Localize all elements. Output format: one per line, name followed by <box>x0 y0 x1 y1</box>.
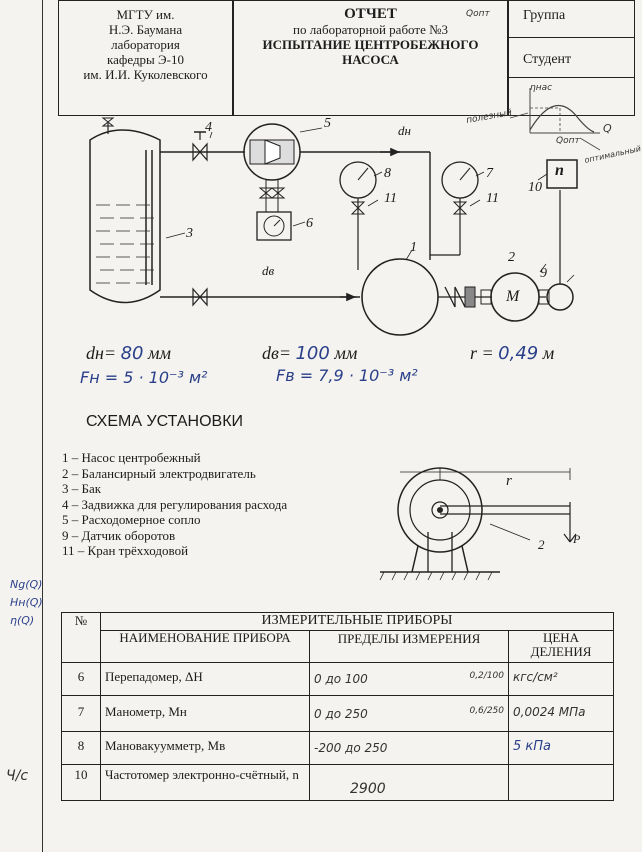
legend-item-1: 1 – Насос центробежный <box>62 450 201 465</box>
r-value: 0,49 <box>498 343 539 364</box>
legend-item-2: 2 – Балансирный электродвигатель <box>62 465 256 481</box>
dv-label: dв= <box>262 343 291 363</box>
label-1: 1 <box>410 240 417 255</box>
sketch-q-label: Q <box>603 122 612 135</box>
student-field <box>509 38 634 78</box>
row-price: кгс/см² <box>513 670 558 684</box>
col-no-header: № <box>62 613 101 663</box>
header-institution <box>58 0 233 116</box>
balance-label-2: 2 <box>538 537 545 552</box>
row-frac: 0,6/250 <box>469 706 504 716</box>
fv-area: Fв = 7,9 · 10⁻³ м² <box>276 366 418 385</box>
fn-area: Fн = 5 · 10⁻³ м² <box>80 368 208 387</box>
balance-motor-sketch <box>380 462 610 587</box>
scheme-title: СХЕМА УСТАНОВКИ <box>86 413 244 430</box>
dn-unit: мм <box>147 343 171 363</box>
r-unit: м <box>542 343 555 363</box>
label-5: 5 <box>324 116 331 131</box>
row-limits: 0 до 100 <box>314 672 368 686</box>
row-no: 8 <box>62 732 101 765</box>
row-no: 7 <box>62 696 101 732</box>
label-8: 8 <box>384 166 391 181</box>
row-name: Частотомер электронно-счётный, n <box>101 765 310 801</box>
row-limits: -200 до 250 <box>314 741 388 755</box>
r-label: r = <box>470 343 494 363</box>
row-no: 10 <box>62 765 101 801</box>
group-label: Группа <box>523 8 566 23</box>
dn-label: dн= <box>86 343 117 363</box>
dv-unit: мм <box>334 343 358 363</box>
label-4: 4 <box>205 120 212 135</box>
label-11a: 11 <box>384 191 397 206</box>
row-frac: 0,2/100 <box>469 671 504 681</box>
table-row <box>62 765 614 801</box>
institution-line-4: кафедры Э-10 <box>107 52 184 67</box>
row-limits-cell <box>310 696 509 732</box>
sketch-poleznyi: полезный <box>465 108 513 126</box>
row-name: Перепадомер, ΔН <box>101 663 310 696</box>
margin-line <box>42 0 43 852</box>
centrifugal-pump-1 <box>362 259 438 335</box>
institution-line-5: им. И.И. Куколевского <box>83 67 208 82</box>
col-price-header: ЦЕНА ДЕЛЕНИЯ <box>509 631 614 663</box>
student-label: Студент <box>523 52 572 67</box>
margin-note-2: Hн(Q) <box>10 596 43 609</box>
row-price: 0,0024 МПа <box>513 705 586 719</box>
row-name: Манометр, Мн <box>101 696 310 732</box>
row-price-cell <box>509 765 614 801</box>
institution-line-1: МГТУ им. <box>116 7 175 22</box>
label-10: 10 <box>528 180 542 195</box>
row-limits: 2900 <box>350 781 386 797</box>
dn-value: 80 <box>120 343 144 364</box>
row-name: Мановакуумметр, Мв <box>101 732 310 765</box>
label-6: 6 <box>306 216 313 231</box>
balance-label-r: r <box>506 473 512 489</box>
row-price: 5 кПа <box>513 739 551 754</box>
col-name-header: НАИМЕНОВАНИЕ ПРИБОРА <box>101 631 310 663</box>
report-topic-1: ИСПЫТАНИЕ ЦЕНТРОБЕЖНОГО <box>262 37 479 52</box>
hw-qopt-note: Qопт <box>466 9 490 19</box>
row-limits-cell <box>310 663 509 696</box>
institution-line-2: Н.Э. Баумана <box>108 22 183 37</box>
row-limits-cell <box>310 765 509 801</box>
sketch-qopt-label: Qопт <box>556 136 580 146</box>
speed-sensor-9 <box>547 284 573 310</box>
label-counter-n: n <box>555 162 564 179</box>
legend-item-9: 9 – Датчик оборотов <box>62 527 176 543</box>
row-limits-cell <box>310 732 509 765</box>
label-11b: 11 <box>486 191 499 206</box>
report-topic-2: НАСОСА <box>342 52 399 67</box>
row-limits: 0 до 250 <box>314 707 368 721</box>
legend-item-5: 5 – Расходомерное сопло <box>62 512 201 527</box>
margin-note-4: Ч/с <box>6 768 29 784</box>
r-dimension <box>470 343 554 364</box>
table-title: ИЗМЕРИТЕЛЬНЫЕ ПРИБОРЫ <box>101 613 614 631</box>
label-7: 7 <box>486 166 493 181</box>
sketch-eta-label: ηнас <box>530 83 553 93</box>
group-field <box>509 1 634 38</box>
dv-value: 100 <box>295 343 330 364</box>
row-price-cell <box>509 663 614 696</box>
row-price-cell <box>509 696 614 732</box>
label-9: 9 <box>540 266 547 281</box>
table-row <box>62 732 614 765</box>
table-row <box>62 663 614 696</box>
report-subtitle: по лабораторной работе №3 <box>292 22 448 37</box>
label-dv: dв <box>262 263 275 278</box>
label-motor-m: M <box>506 288 520 305</box>
legend-item-11: 11 – Кран трёхходовой <box>62 543 189 558</box>
row-price-cell <box>509 732 614 765</box>
legend-item-3: 3 – Бак <box>62 481 102 496</box>
label-2: 2 <box>508 250 515 265</box>
table-row <box>62 696 614 732</box>
balance-label-p: P <box>573 532 581 546</box>
dv-dimension <box>262 343 357 364</box>
tank <box>90 118 160 303</box>
pump-schematic <box>60 110 620 345</box>
sketch-optimal: оптимальный <box>583 144 642 165</box>
legend-item-4: 4 – Задвижка для регулирования расхода <box>62 496 288 512</box>
margin-note-3: η(Q) <box>10 614 35 627</box>
col-limits-header: ПРЕДЕЛЫ ИЗМЕРЕНИЯ <box>310 631 509 663</box>
instruments-table <box>61 612 614 801</box>
label-3: 3 <box>186 226 193 241</box>
row-no: 6 <box>62 663 101 696</box>
scheme-legend <box>62 450 287 559</box>
dn-dimension <box>86 343 171 364</box>
institution-line-3: лаборатория <box>111 37 180 52</box>
margin-note-1: Ng(Q) <box>10 578 43 591</box>
label-dn: dн <box>398 123 411 138</box>
report-title: ОТЧЕТ <box>344 6 397 22</box>
